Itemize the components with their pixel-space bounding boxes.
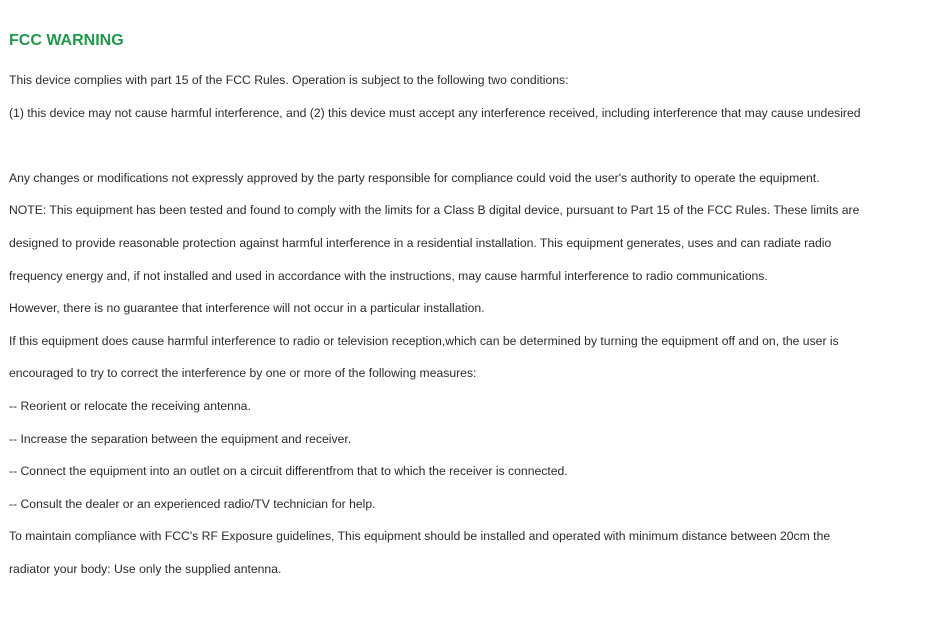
interference-line-2: encouraged to try to correct the interference by one or more of the following measures: <box>9 366 477 381</box>
measure-separation: -- Increase the separation between the equipment and receiver. <box>9 431 352 446</box>
note-line-1: NOTE: This equipment has been tested and found to comply with the limits for a Class B digital device, pursuant to Part 15 of the FCC Rules. These limits are <box>9 203 860 218</box>
page-title: FCC WARNING <box>9 32 124 49</box>
document <box>9 30 950 586</box>
note-line-3: frequency energy and, if not installed and used in accordance with the instructions, may cause harmful interference to radio communications. <box>9 268 768 283</box>
measure-outlet: -- Connect the equipment into an outlet on a circuit differentfrom that to which the receiver is connected. <box>9 464 568 479</box>
rf-exposure-line-2: radiator your body: Use only the supplied antenna. <box>9 561 282 576</box>
note-line-2: designed to provide reasonable protection against harmful interference in a residential installation. This equipment generates, uses and can radiate radio <box>9 235 832 250</box>
interference-line-1: If this equipment does cause harmful interference to radio or television reception,which can be determined by turning the equipment off and on, the user is <box>9 333 839 348</box>
no-guarantee-statement: However, there is no guarantee that interference will not occur in a particular installation. <box>9 301 485 316</box>
measure-reorient: -- Reorient or relocate the receiving antenna. <box>9 398 251 413</box>
compliance-statement: This device complies with part 15 of the FCC Rules. Operation is subject to the following two conditions: <box>9 73 569 87</box>
modifications-warning: Any changes or modifications not expressly approved by the party responsible for compliance could void the user's authority to operate the equipment. <box>9 170 820 185</box>
measure-consult: -- Consult the dealer or an experienced radio/TV technician for help. <box>9 496 376 511</box>
conditions-statement: (1) this device may not cause harmful interference, and (2) this device must accept any interference received, including interference that may cause undesired <box>9 105 861 120</box>
paragraph-spacer <box>9 129 950 162</box>
rf-exposure-line-1: To maintain compliance with FCC's RF Exposure guidelines, This equipment should be installed and operated with minimum distance between 20cm the <box>9 529 831 544</box>
